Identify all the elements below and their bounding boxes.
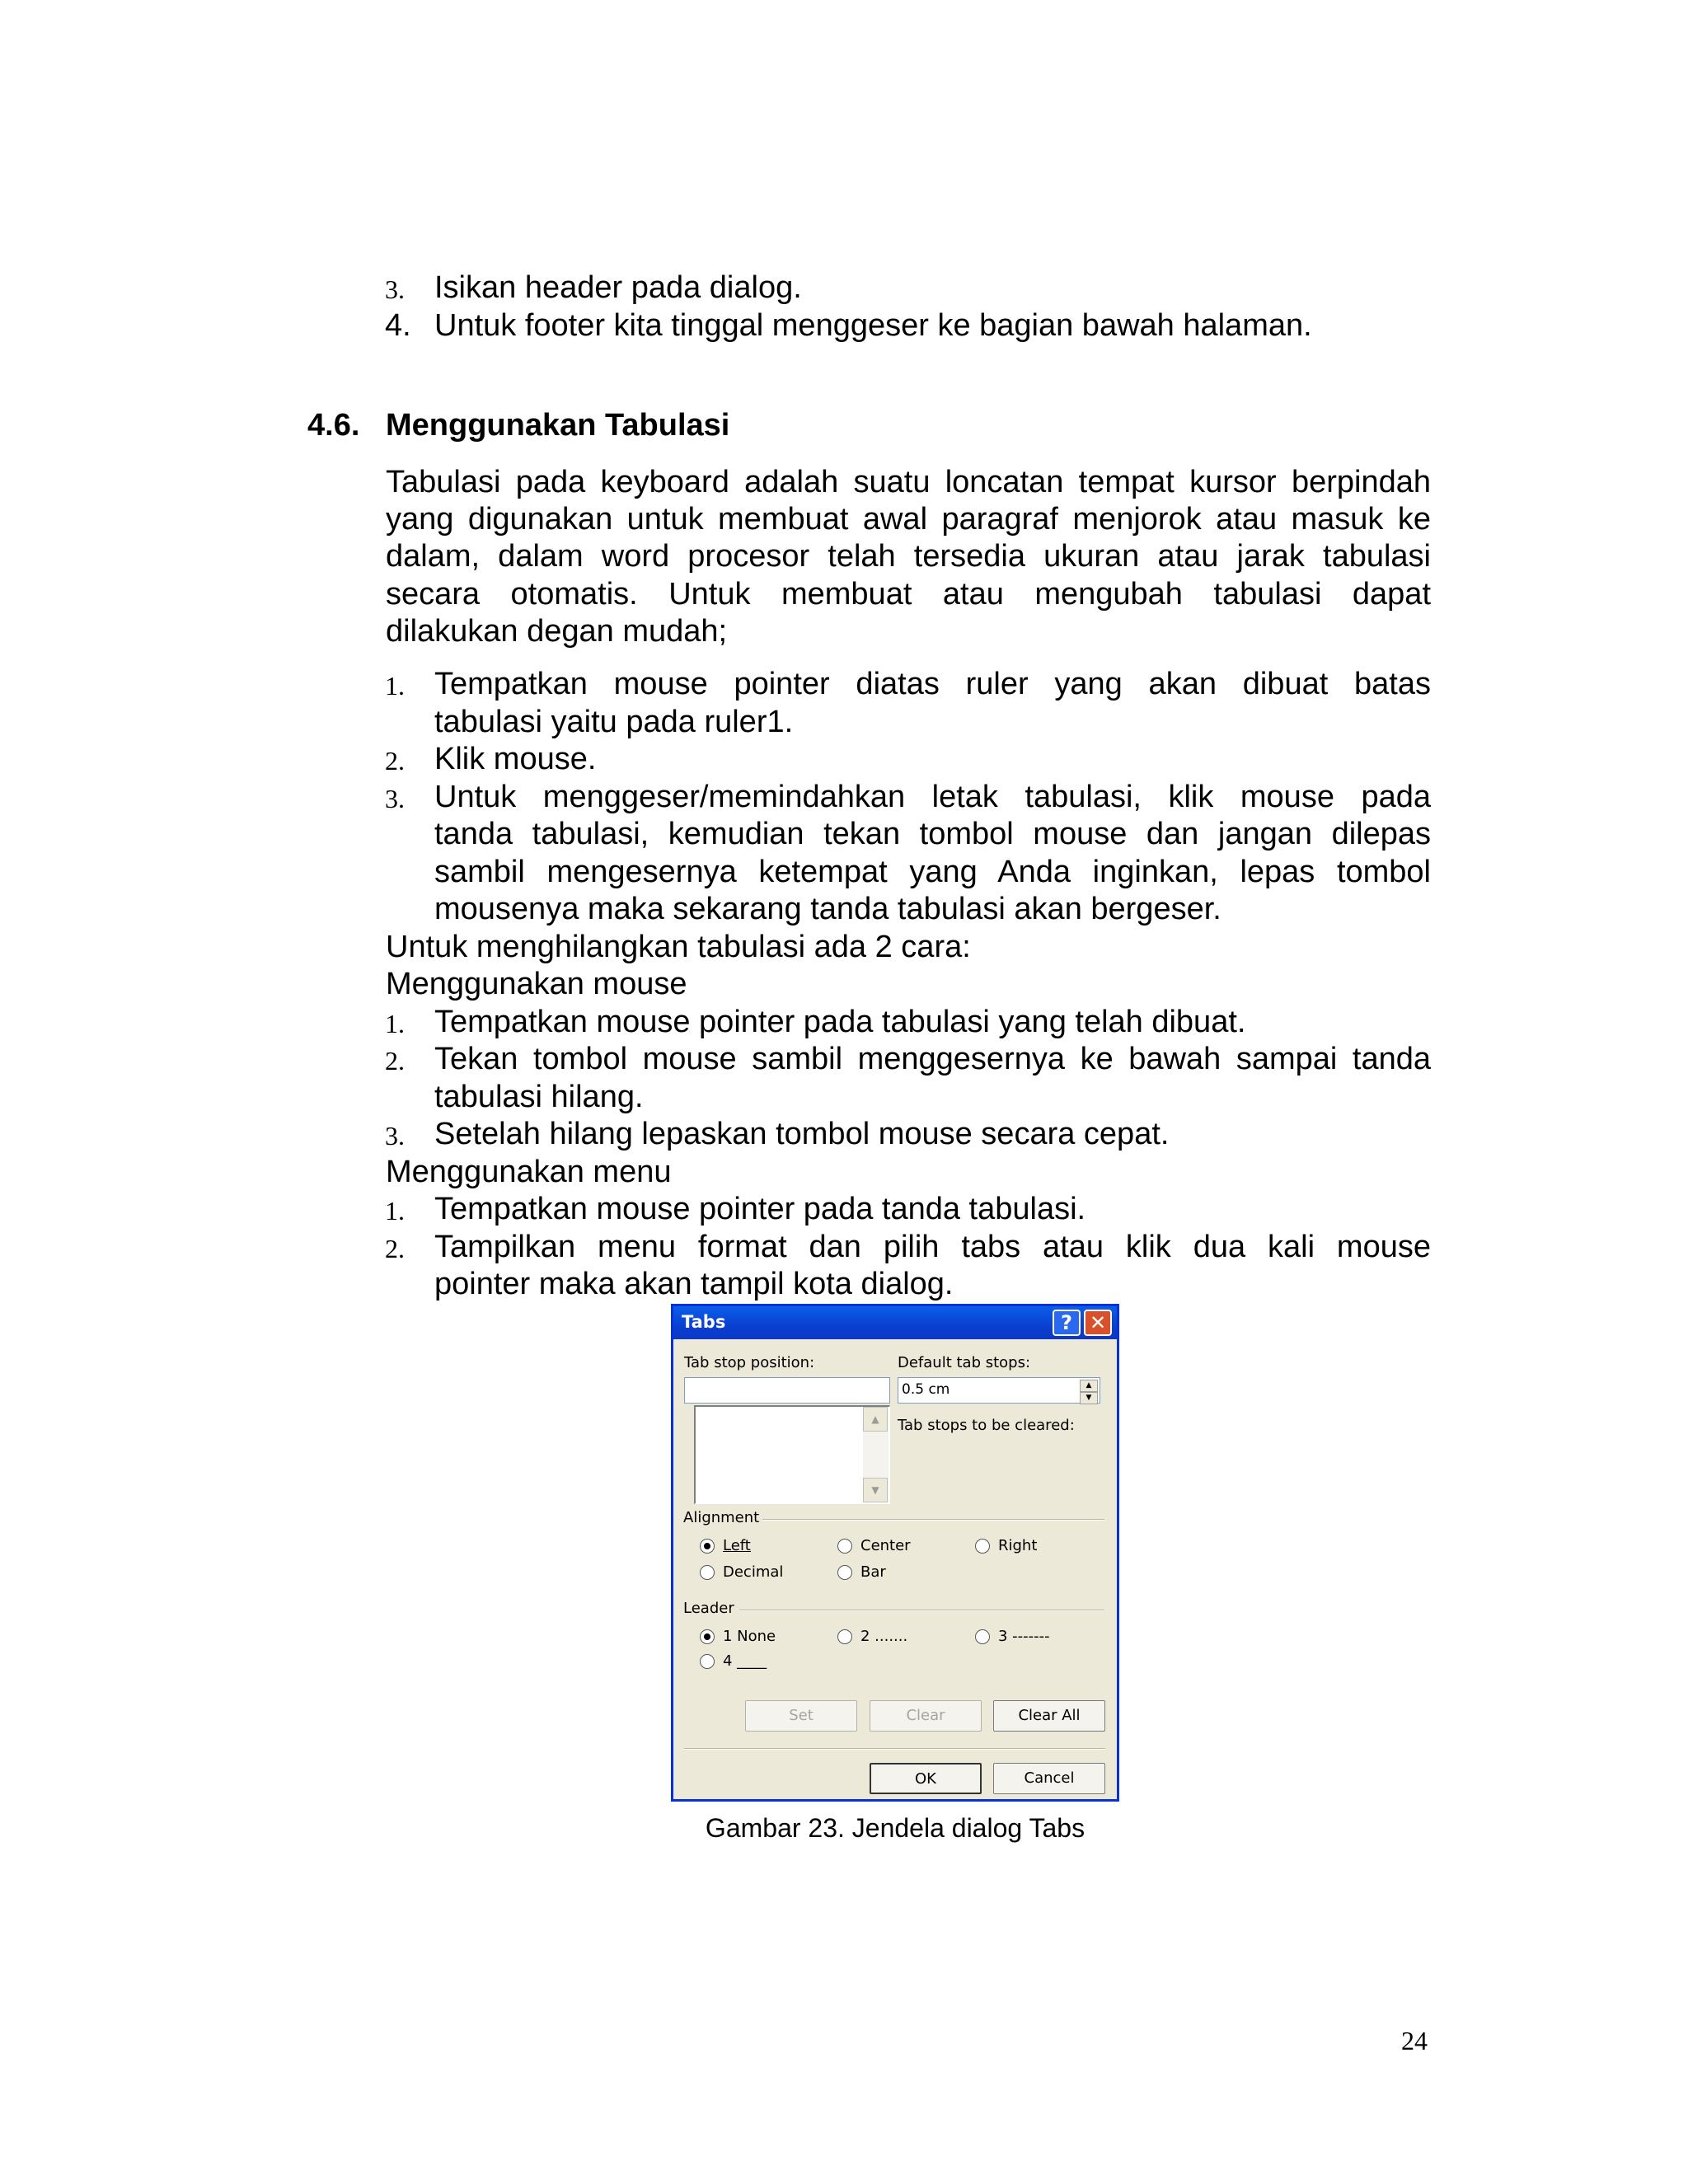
leader-dashes-label[interactable]: 3 ------- <box>998 1628 1050 1645</box>
list-item: Tekan tombol mouse sambil menggesernya ke bawah sampai tanda <box>434 1042 1431 1076</box>
list-item: Klik mouse. <box>434 742 597 776</box>
list-number: 2. <box>385 1234 405 1263</box>
list-number: 1. <box>385 1196 405 1226</box>
list-number: 1. <box>385 671 405 701</box>
list-item: Setelah hilang lepaskan tombol mouse secara cepat. <box>434 1117 1170 1151</box>
alignment-divider <box>762 1519 1104 1521</box>
button-divider <box>684 1748 1105 1750</box>
paragraph-line: dalam, dalam word procesor telah tersedia ukuran atau jarak tabulasi <box>386 539 1431 574</box>
list-item: Isikan header pada dialog. <box>434 270 802 305</box>
list-item: pointer maka akan tampil kota dialog. <box>434 1267 954 1301</box>
clear-all-button[interactable]: Clear All <box>993 1700 1105 1732</box>
default-tab-stops-input[interactable] <box>898 1377 1100 1404</box>
list-number: 4. <box>385 308 411 343</box>
clear-button[interactable]: Clear <box>870 1700 982 1732</box>
paragraph-line: dilakukan degan mudah; <box>386 614 728 649</box>
leader-underline-label[interactable]: 4 ____ <box>723 1652 767 1670</box>
help-button[interactable]: ? <box>1053 1310 1081 1336</box>
list-item: Untuk menggeser/memindahkan letak tabulasi, klik mouse pada <box>434 780 1431 814</box>
paragraph-line: yang digunakan untuk membuat awal paragraf menjorok atau masuk ke <box>386 502 1431 537</box>
list-number: 2. <box>385 1046 405 1076</box>
leader-divider <box>739 1610 1104 1611</box>
tabs-dialog <box>671 1304 1119 1802</box>
alignment-bar-label[interactable]: Bar <box>860 1563 886 1581</box>
paragraph-line: Untuk menghilangkan tabulasi ada 2 cara: <box>386 930 971 964</box>
set-button[interactable]: Set <box>745 1700 857 1732</box>
cancel-button[interactable]: Cancel <box>993 1763 1105 1794</box>
leader-dots-label[interactable]: 2 ....... <box>860 1628 908 1645</box>
leader-none-radio[interactable] <box>700 1629 715 1644</box>
list-item: tabulasi hilang. <box>434 1080 644 1114</box>
scroll-down-icon[interactable]: ▼ <box>863 1478 888 1502</box>
alignment-left-radio[interactable] <box>700 1539 715 1554</box>
leader-none-label[interactable]: 1 None <box>723 1628 776 1645</box>
dialog-title: Tabs <box>682 1312 726 1332</box>
list-item: tanda tabulasi, kemudian tekan tombol mouse dan jangan dilepas <box>434 817 1431 851</box>
alignment-center-label[interactable]: Center <box>860 1537 911 1554</box>
list-item: sambil mengesernya ketempat yang Anda inginkan, lepas tombol <box>434 855 1431 889</box>
alignment-bar-radio[interactable] <box>837 1565 852 1580</box>
list-item: Tampilkan menu format dan pilih tabs atau klik dua kali mouse <box>434 1230 1431 1264</box>
subheading: Menggunakan menu <box>386 1155 672 1189</box>
leader-dashes-radio[interactable] <box>975 1629 990 1644</box>
alignment-right-radio[interactable] <box>975 1539 990 1554</box>
dialog-titlebar[interactable] <box>673 1306 1117 1339</box>
list-number: 3. <box>385 274 405 304</box>
list-number: 3. <box>385 1121 405 1151</box>
close-button[interactable]: ✕ <box>1084 1310 1112 1336</box>
list-number: 3. <box>385 784 405 813</box>
list-item: Tempatkan mouse pointer pada tabulasi yang telah dibuat. <box>434 1005 1246 1039</box>
section-title: Menggunakan Tabulasi <box>386 408 730 443</box>
scroll-up-icon[interactable]: ▲ <box>863 1407 888 1432</box>
leader-underline-radio[interactable] <box>700 1654 715 1669</box>
tab-stop-list[interactable] <box>694 1405 890 1504</box>
subheading: Menggunakan mouse <box>386 967 687 1001</box>
page-number: 24 <box>1401 2026 1428 2055</box>
ok-button[interactable]: OK <box>870 1763 982 1794</box>
alignment-decimal-radio[interactable] <box>700 1565 715 1580</box>
tab-stop-position-input[interactable] <box>684 1377 890 1404</box>
list-number: 2. <box>385 746 405 776</box>
list-item: Tempatkan mouse pointer diatas ruler yang akan dibuat batas <box>434 667 1431 701</box>
spin-up-icon[interactable]: ▲ <box>1080 1380 1098 1392</box>
tab-stop-list-scrollbar[interactable] <box>863 1407 889 1502</box>
alignment-decimal-label[interactable]: Decimal <box>723 1563 784 1581</box>
default-tab-stops-value: 0.5 cm <box>902 1381 950 1398</box>
alignment-center-radio[interactable] <box>837 1539 852 1554</box>
section-number: 4.6. <box>307 408 360 443</box>
list-item: tabulasi yaitu pada ruler1. <box>434 705 794 739</box>
list-item: Untuk footer kita tinggal menggeser ke bagian bawah halaman. <box>434 308 1312 343</box>
spin-down-icon[interactable]: ▼ <box>1080 1392 1098 1404</box>
paragraph-line: secara otomatis. Untuk membuat atau mengubah tabulasi dapat <box>386 577 1431 612</box>
list-item: Tempatkan mouse pointer pada tanda tabulasi. <box>434 1192 1086 1226</box>
leader-group-label: Leader <box>683 1600 734 1617</box>
list-item: mousenya maka sekarang tanda tabulasi akan bergeser. <box>434 892 1221 926</box>
figure-caption: Gambar 23. Jendela dialog Tabs <box>705 1813 1085 1843</box>
alignment-left-label[interactable]: Left <box>723 1537 751 1554</box>
paragraph-line: Tabulasi pada keyboard adalah suatu loncatan tempat kursor berpindah <box>386 465 1431 499</box>
default-tab-stops-label: Default tab stops: <box>898 1354 1031 1371</box>
alignment-right-label[interactable]: Right <box>998 1537 1038 1554</box>
alignment-group-label: Alignment <box>683 1509 760 1526</box>
leader-dots-radio[interactable] <box>837 1629 852 1644</box>
tab-stop-position-label: Tab stop position: <box>684 1354 815 1371</box>
tab-stops-cleared-label: Tab stops to be cleared: <box>898 1417 1075 1434</box>
list-number: 1. <box>385 1009 405 1038</box>
default-tab-stops-spinner[interactable] <box>1080 1380 1098 1403</box>
